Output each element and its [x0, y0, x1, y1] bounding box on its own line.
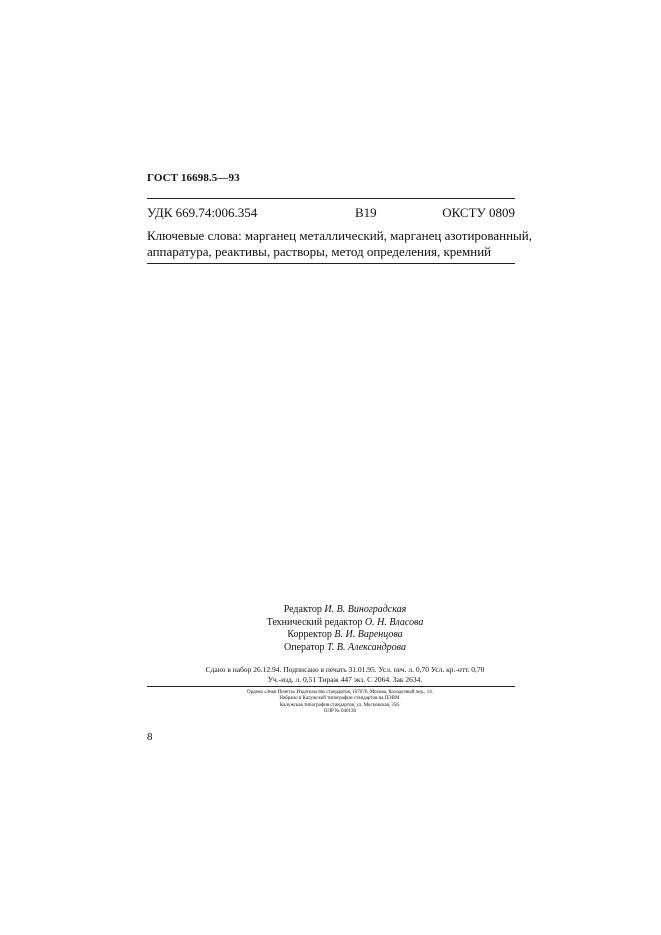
credit-proofreader [230, 629, 460, 642]
credit-role: Корректор [287, 629, 332, 640]
publisher-line-1: Ордена «Знак Почета» Издательство стандартов, 107076, Москва, Колодезный пер., 14. [247, 690, 433, 695]
print-info-line-1: Сдано в набор 26.12.94. Подписано в печать 31.01.95. Усл. печ. л. 0,70 Усл. кр.-отт. 0,70 [205, 665, 485, 674]
credits-block [230, 604, 460, 654]
credit-name: И. В. Виноградская [324, 604, 407, 615]
keywords-block [147, 228, 532, 260]
credit-tech-editor [230, 617, 460, 630]
publisher-line-4: ПЛР № 040138 [323, 708, 357, 714]
keywords-rule [147, 263, 515, 264]
publisher-line-3: Калужская типография стандартов, ул. Московская, 256. [279, 702, 401, 708]
keywords-line-1: Ключевые слова: марганец металлический, марганец азотированный, [147, 228, 532, 243]
group-code: В19 [355, 205, 377, 220]
credit-name: Т. В. Александрова [326, 641, 406, 653]
standard-code: ГОСТ 16698.5—93 [147, 172, 240, 184]
credit-name: В. И. Варенцова [334, 629, 403, 640]
credit-role: Редактор [283, 604, 322, 615]
credit-editor [230, 604, 460, 617]
print-info [180, 665, 510, 685]
publisher-line-2: Набрано в Калужской типографии стандартов на ПЭВМ. [279, 696, 401, 702]
page-number: 8 [147, 731, 153, 743]
credit-operator [230, 642, 460, 655]
udk-code: УДК 669.74:006.354 [147, 205, 258, 220]
okstu-code: ОКСТУ 0809 [442, 205, 515, 220]
credit-role: Технический редактор [266, 616, 363, 628]
imprint-rule [147, 686, 515, 687]
credit-role: Оператор [284, 641, 325, 653]
keywords-line-2: аппаратура, реактивы, растворы, метод определения, кремний [147, 244, 492, 259]
publisher-block [190, 690, 490, 715]
print-info-line-2: Уч.-изд. л. 0,51 Тираж 447 экз. С 2064. Зак 2634. [267, 675, 423, 684]
top-rule [147, 198, 515, 199]
credit-name: О. Н. Власова [364, 616, 424, 628]
